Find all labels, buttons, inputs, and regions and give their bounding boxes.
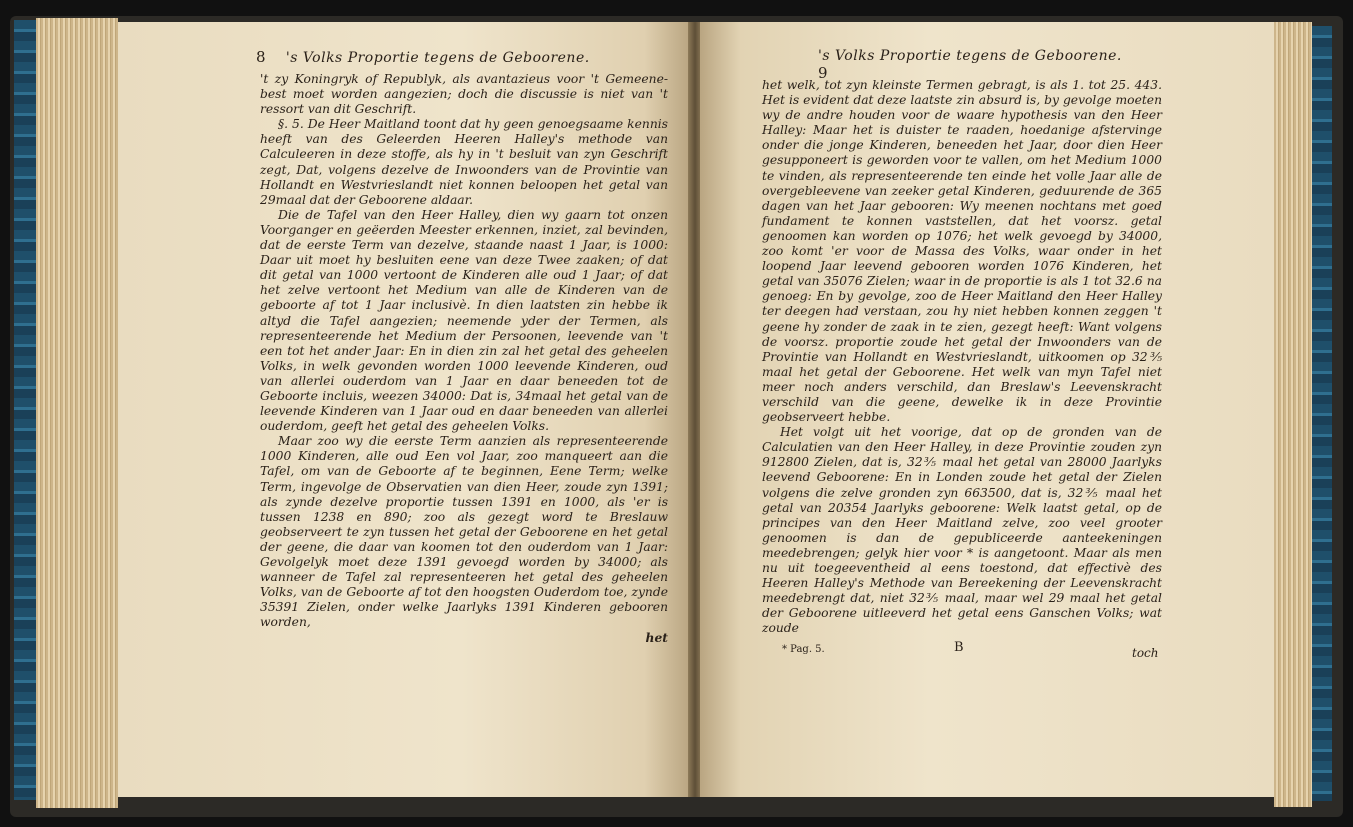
left-page-edges <box>36 18 118 808</box>
footnote: * Pag. 5. <box>782 644 825 655</box>
left-running-title: 's Volks Proportie tegens de Geboorene. <box>285 50 590 66</box>
left-page <box>118 22 690 797</box>
right-body-text <box>762 78 1162 636</box>
left-paragraph-1: 't zy Koningryk of Republyk, als avantazieus voor 't Gemeene-best moet worden aangezien; doch die discussie is niet van 't ressort van dit Geschrift. <box>260 72 668 117</box>
right-running-head <box>818 48 1138 82</box>
right-page-edges <box>1274 22 1312 807</box>
right-cover-edge <box>1312 26 1332 801</box>
left-cover-edge <box>14 20 36 800</box>
left-paragraph-2: §. 5. De Heer Maitland toont dat hy geen genoegsaame kennis heeft van des Geleerden Heeren Halley's methode van Calculeeren in deze stoffe, als hy in 't besluit van zyn Geschrift zegt, Dat, volgens dezelve de Inwoonders van de Provintie van Hollandt en Westvrieslandt niet konnen beloopen het getal van 29maal dat der Geboorene aldaar. <box>260 117 668 207</box>
right-page <box>700 22 1274 797</box>
left-paragraph-3: Die de Tafel van den Heer Halley, dien wy gaarn tot onzen Voorganger en geëerden Meester erkennen, inziet, zal bevinden, dat de eerste Term van dezelve, staande naast 1 Jaar, is 1000: Daar uit moet hy besluiten eene van deze Twee zaaken; of dat dit getal van 1000 vertoont de Kinderen alle oud 1 Jaar; of dat het zelve vertoont het Medium van alle de Kinderen van de geboorte af tot 1 Jaar inclusivè. In dien laatsten zin hebbe ik altyd die Tafel aangezien; neemende yder der Termen, als representeerende het Medium der Persoonen, leevende van 't een tot het ander Jaar: En in dien zin zal het getal des geheelen Volks, in welk gevonden worden 1000 leevende Kinderen, oud van allerlei ouderdom van 1 Jaar en daar beneeden tot de Geboorte incluis, weezen 34000: Dat is, 34maal het getal van de leevende Kinderen van 1 Jaar oud en daar beneeden van allerlei ouderdom, geeft het getal des geheelen Volks. <box>260 207 668 434</box>
right-catchword: toch <box>1132 646 1159 660</box>
right-paragraph-1: het welk, tot zyn kleinste Termen gebragt, is als 1. tot 25. 443. Het is evident dat deze laatste zin absurd is, by gevolge moeten wy de andre houden voor de waare hypothesis van den Heer Halley: Maar het is duister te raaden, hoedanige afstervinge onder die jonge Kinderen, beneeden het Jaar, door dien Heer gesupponeert is geworden voor te vallen, om het Medium 1000 te vinden, als representeerende ten einde het volle Jaar alle de overgebleevene van zeeker getal Kinderen, geduurende de 365 dagen van het Jaar gebooren: Wy meenen nochtans met goed fundament te konnen vaststellen, dat het voorsz. getal genoomen kan worden op 1076; het welk gevoegd by 34000, zoo komt 'er voor de Massa des Volks, waar onder in het loopend Jaar leevend gebooren worden 1076 Kinderen, het getal van 35076 Zielen; waar in de proportie is als 1 tot 32.6 na genoeg: En by gevolge, zoo de Heer Maitland den Heer Halley ter deegen had verstaan, zou hy niet hebben konnen zeggen 't geene hy zonder de zaak in te zien, gezegt heeft: Want volgens de voorsz. proportie zoude het getal der Inwoonders van de Provintie van Hollandt en Westvrieslandt, uitkoomen op 32⅗ maal het getal der Geboorene. Het welk van myn Tafel niet meer noch anders verschild, dan Breslaw's Leevenskracht verschild van die geene, dewelke ik in deze Provintie geobserveert hebbe. <box>762 78 1162 425</box>
left-catchword: het <box>645 630 668 646</box>
left-page-number: 8 <box>256 48 267 66</box>
right-paragraph-2: Het volgt uit het voorige, dat op de gronden van de Calculatien van den Heer Halley, in deze Provintie zouden zyn 912800 Zielen, dat is, 32⅗ maal het getal van 28000 Jaarlyks leevend Geboorene: En in Londen zoude het getal der Zielen volgens die zelve gronden zyn 663500, dat is, 32⅗ maal het getal van 20354 Jaarlyks geboorene: Welk laatst getal, op de principes van den Heer Maitland zelve, zoo veel grooter genoomen is dan de gepubliceerde aanteekeningen meedebrengen; gelyk hier voor * is aangetoont. Maar als men nu uit toegeeventheid al eens toestond, dat effectivè des Heeren Halley's Methode van Bereekening der Leevenskracht meedebrengt dat, niet 32⅗ maal, maar wel 29 maal het getal der Geboorene uitleeverd het getal eens Ganschen Volks; wat zoude <box>762 425 1162 636</box>
signature-mark: B <box>954 640 964 655</box>
left-running-head <box>256 48 590 66</box>
right-page-number: 9 <box>818 64 829 82</box>
right-running-title: 's Volks Proportie tegens de Geboorene. <box>818 48 1122 64</box>
left-body-text <box>260 72 668 646</box>
left-paragraph-4: Maar zoo wy die eerste Term aanzien als representeerende 1000 Kinderen, alle oud Een vol Jaar, zoo manqueert aan die Tafel, om van de Geboorte af te beginnen, Eene Term; welke Term, ingevolge de Observatien van dien Heer, zoude zyn 1391; als zynde dezelve proportie tussen 1391 en 1000, als 'er is tussen 1238 en 890; zoo als gezegt word te Breslauw geobserveert te zyn tussen het getal der Geboorene en het getal der geene, die daar van koomen tot den ouderdom van 1 Jaar: Gevolgelyk moet deze 1391 gevoegd worden by 34000; als wanneer de Tafel zal representeeren het getal des geheelen Volks, van de Geboorte af tot den hoogsten Ouderdom toe, zynde 35391 Zielen, onder welke Jaarlyks 1391 Kinderen gebooren worden, <box>260 434 668 630</box>
